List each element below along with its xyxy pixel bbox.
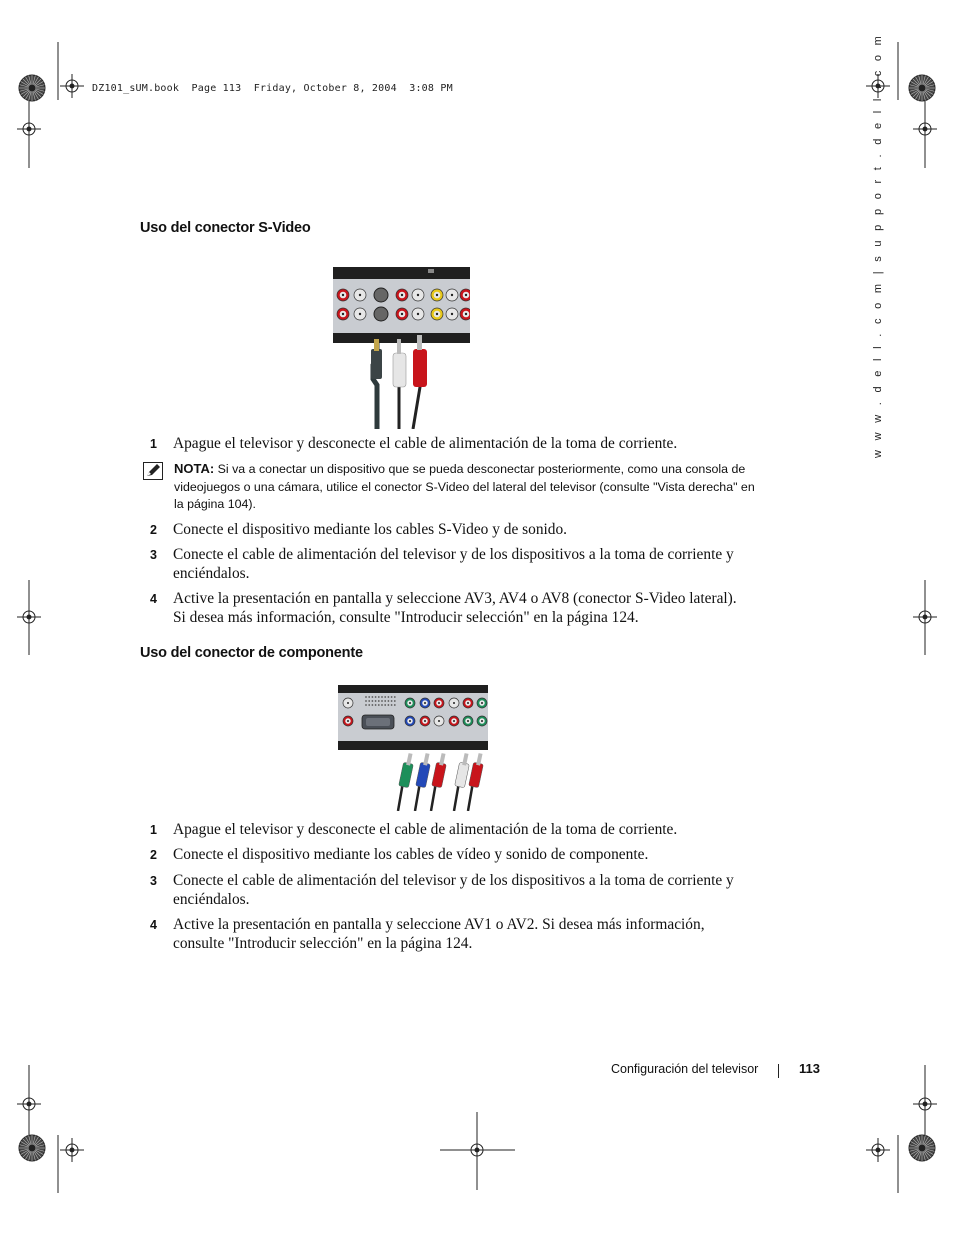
- component-connector-illustration: [338, 685, 488, 811]
- section-title-svideo: Uso del conector S-Video: [140, 220, 311, 236]
- svideo-connector-illustration: [333, 267, 470, 429]
- page-number: 113: [799, 1061, 820, 1076]
- section-title-component: Uso del conector de componente: [140, 645, 363, 661]
- note-label: NOTA:: [174, 461, 215, 476]
- print-header: DZ101_sUM.book Page 113 Friday, October 8, 2004 3:08 PM: [92, 83, 453, 94]
- pencil-icon: [143, 462, 163, 480]
- footer-section-title: Configuración del televisor: [611, 1062, 759, 1076]
- note-body: Si va a conectar un dispositivo que se pueda desconectar posteriormente, como una consola de videojuegos o una cámara, utilice el conector S-Video del lateral del televisor (consulte "Vista derecha" en la página 104).: [174, 462, 755, 511]
- side-url-text: w w w . d e l l . c o m | s u p p o r t . d e l l . c o m: [872, 32, 884, 458]
- note-text: [174, 460, 759, 514]
- side-url: [858, 32, 884, 462]
- footer-divider: [778, 1064, 779, 1078]
